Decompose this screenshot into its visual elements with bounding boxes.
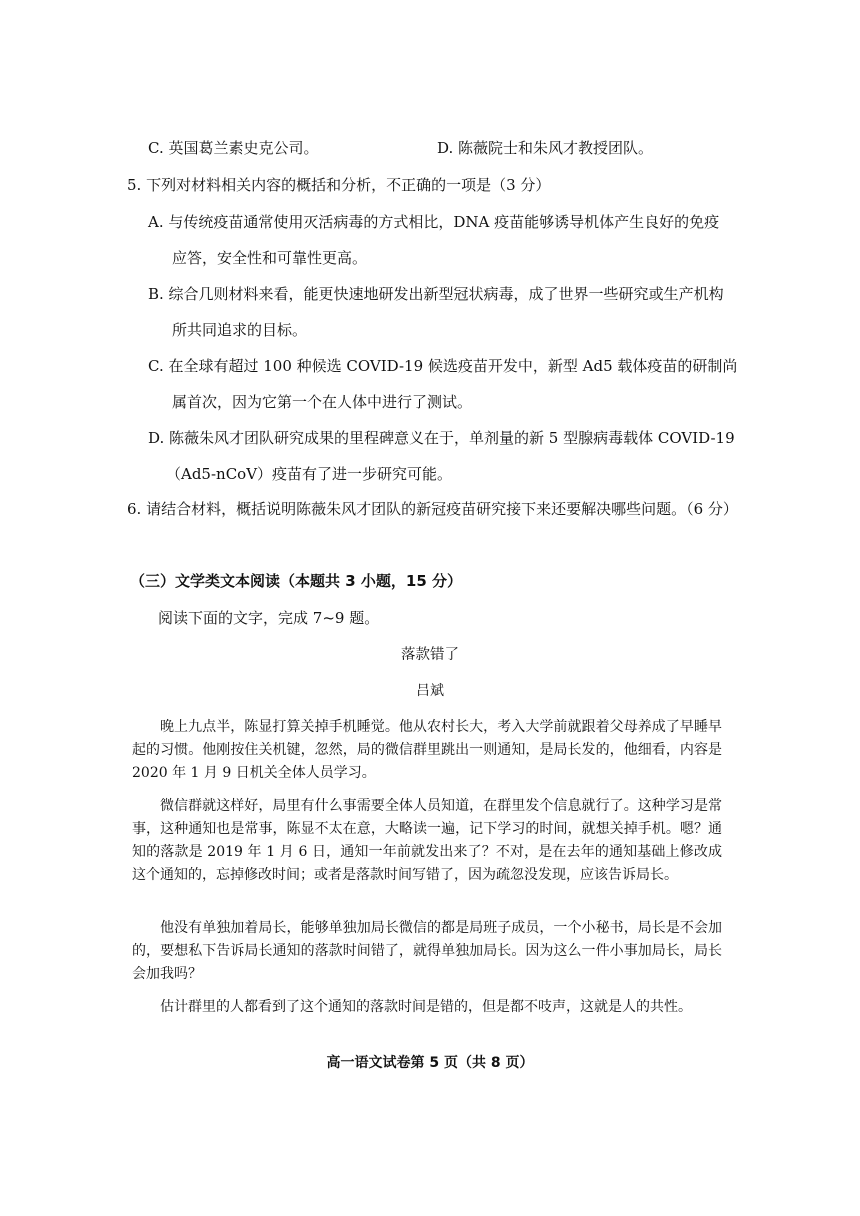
story-paragraph-1	[132, 716, 722, 785]
q5-stem: 5. 下列对材料相关内容的概括和分析，不正确的一项是（3 分）	[127, 176, 551, 194]
q4-option-d: D. 陈薇院士和朱风才教授团队。	[437, 139, 654, 157]
q5-option-b-line2: 所共同追求的目标。	[172, 321, 308, 339]
section-instruction: 阅读下面的文字，完成 7~9 题。	[158, 609, 380, 627]
section-heading: （三）文学类文本阅读（本题共 3 小题，15 分）	[130, 572, 462, 590]
story-paragraph-3-text: 他没有单独加着局长，能够单独加局长微信的都是局班子成员，一个小秘书，局长是不会加的，要想私下告诉局长通知的落款时间错了，就得单独加局长。因为这么一件小事加局长，局长会加我吗？	[132, 920, 722, 982]
q5-option-c-line1: C. 在全球有超过 100 种候选 COVID-19 候选疫苗开发中，新型 Ad5 载体疫苗的研制尚	[148, 357, 738, 375]
page-footer: 高一语文试卷第 5 页（共 8 页）	[326, 1055, 534, 1071]
q5-option-a-line2: 应答，安全性和可靠性更高。	[172, 249, 368, 267]
q6-stem: 6. 请结合材料，概括说明陈薇朱风才团队的新冠疫苗研究接下来还要解决哪些问题。（6 分）	[127, 500, 738, 518]
story-paragraph-2	[132, 795, 722, 887]
q5-option-b-line1: B. 综合几则材料来看，能更快速地研发出新型冠状病毒，成了世界一些研究或生产机构	[148, 285, 724, 303]
q4-option-c: C. 英国葛兰素史克公司。	[148, 139, 319, 157]
q5-option-c-line2: 属首次，因为它第一个在人体中进行了测试。	[172, 393, 473, 411]
story-paragraph-2-text: 微信群就这样好，局里有什么事需要全体人员知道，在群里发个信息就行了。这种学习是常事，这种通知也是常事，陈显不太在意，大略读一遍，记下学习的时间，就想关掉手机。嗯？通知的落款是 2019 年 1 月 6 日，通知一年前就发出来了？不对，是在去年的通知基础上修改成这个通知的，忘掉修改时间；或者是落款时间写错了，因为疏忽没发现，应该告诉局长。	[132, 798, 722, 883]
q5-option-d-line2: （Ad5-nCoV）疫苗有了进一步研究可能。	[166, 465, 453, 483]
story-author: 吕斌	[416, 683, 444, 699]
story-paragraph-3	[132, 917, 722, 986]
story-title: 落款错了	[401, 647, 459, 663]
story-paragraph-4-text: 估计群里的人都看到了这个通知的落款时间是错的，但是都不吱声，这就是人的共性。	[160, 999, 692, 1015]
story-paragraph-1-text: 晚上九点半，陈显打算关掉手机睡觉。他从农村长大，考入大学前就跟着父母养成了早睡早起的习惯。他刚按住关机键，忽然，局的微信群里跳出一则通知，是局长发的，他细看，内容是 2020 年 1 月 9 日机关全体人员学习。	[132, 719, 722, 781]
q5-option-a-line1: A. 与传统疫苗通常使用灭活病毒的方式相比，DNA 疫苗能够诱导机体产生良好的免疫	[148, 213, 720, 231]
story-paragraph-4	[132, 996, 722, 1019]
q5-option-d-line1: D. 陈薇朱风才团队研究成果的里程碑意义在于，单剂量的新 5 型腺病毒载体 COVID-19	[148, 429, 735, 447]
